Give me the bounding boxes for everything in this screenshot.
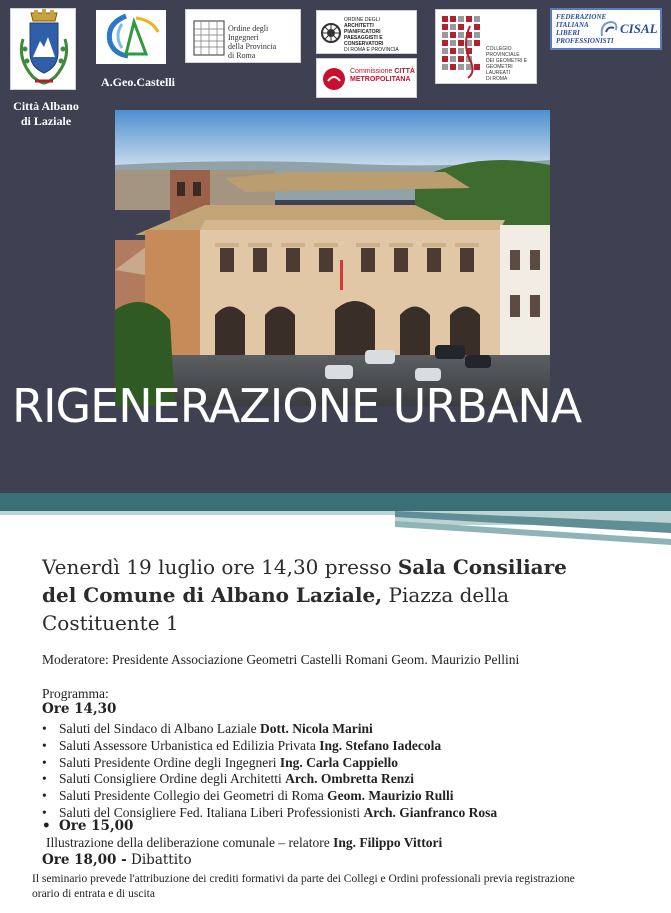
architetti-text-5: DI ROMA E PROVINCIA [344,47,399,53]
albano-caption-line1: Città Albano [13,99,79,113]
cisal-text-4: PROFESSIONISTI [556,37,614,45]
architetti-text-2: ARCHITETTI [344,23,374,29]
citta-metropolitana-logo [316,58,417,98]
bullet-icon: • [42,804,47,820]
bullet-icon: • [42,818,51,834]
ordine-architetti-logo [316,10,417,54]
architetti-text-3: PIANIFICATORI [344,29,381,35]
bullet-icon: • [42,788,47,804]
bullet-icon: • [42,737,47,753]
collegio-grid-icon [440,14,486,80]
cisal-text-3: LIBERI [556,29,580,37]
programma-label: Programma: [42,686,109,701]
program-item: • Saluti del Sindaco di Albano Laziale Dott. Nicola Marini [42,721,373,736]
ordine-ingegneri-logo [185,9,301,63]
bullet-icon: • [42,721,47,736]
event-details [0,515,671,913]
program-item: • Saluti Presidente Collegio dei Geometri di Roma Geom. Maurizio Rulli [42,788,454,804]
ore-1800-line [42,852,192,868]
program-item: • Saluti Presidente Ordine degli Ingegneri Ing. Carla Cappiello [42,754,398,770]
architetti-text-4: PAESAGGISTI E CONSERVATORI [344,35,384,47]
cisal-federazione-logo [550,8,662,50]
albano-caption-line2: di Laziale [20,114,72,128]
moderator-line: Moderatore: Presidente Associazione Geometri Castelli Romani Geom. Maurizio Pellini [42,652,520,667]
metropolitana-text-1: Commissione [350,68,393,75]
relatore-name: Ing. Filippo Vittori [333,835,443,850]
cisal-text-2: ITALIANA [556,21,589,29]
palazzo-photo-illustration [115,110,550,406]
collegio-geometri-logo [435,9,537,84]
albano-caption [2,99,90,129]
collegio-text-2: PROVINCIALE [486,52,520,58]
page-title: RIGENERAZIONE URBANA [12,379,582,433]
event-date-location: Venerdì 19 luglio ore 14,30 presso [42,555,398,579]
building-icon [190,15,230,59]
ingegneri-text-2: della Provincia [228,42,277,51]
collegio-text-4: GEOMETRI LAUREATI [486,64,513,76]
ingegneri-text-3: di Roma [228,51,256,60]
event-venue: Sala Consiliare del Comune di Albano Laziale, [42,555,567,607]
ore-1500-line [42,818,133,834]
program-list [42,721,642,822]
municipal-building-photo [115,110,550,406]
collegio-text-3: DEI GEOMETRI E [486,58,528,64]
coat-of-arms-icon [11,9,76,90]
deliberazione-line: Illustrazione della deliberazione comunale – relatore Ing. Filippo Vittori [46,835,443,850]
program-item: • Saluti Assessore Urbanistica ed Edilizia Privata Ing. Stefano Iadecola [42,737,442,753]
ageo-castelli-logo [96,10,166,64]
cisal-swirl-icon [598,18,620,40]
ore-1800: Ore 18,00 - [42,852,127,868]
albano-coat-of-arms-logo [10,8,76,90]
ageo-swoosh-icon [96,10,166,64]
teal-band [0,493,671,511]
note-line-2: orario di entrata e di uscita [32,888,155,900]
metropolitana-circle-icon [322,67,346,91]
ore-1430: Ore 14,30 [42,701,117,717]
event-lead [42,553,602,637]
cisal-text-1: FEDERAZIONE [556,13,607,21]
bullet-icon: • [42,754,47,770]
program-item: • Saluti Consigliere Ordine degli Architetti Arch. Ombretta Renzi [42,771,414,787]
architetti-text-1: ORDINE DEGLI [344,17,380,23]
architetti-emblem-icon [320,22,342,44]
collegio-text-1: COLLEGIO [486,46,512,52]
cisal-brand: CISAL [620,21,658,36]
ingegneri-text-1: Ordine degli Ingegneri [228,24,269,42]
note-line-1: Il seminario prevede l'attribuzione dei crediti formativi da parte dei Collegi e Ordini professionali previa registrazione [32,873,575,885]
ore-1500: Ore 15,00 [59,818,134,834]
bullet-icon: • [42,771,47,787]
event-address: Piazza della Costituente 1 [42,583,509,635]
credits-note [32,872,652,902]
dibattito: Dibattito [126,852,192,868]
metropolitana-text-2: CITTÀ [394,68,415,75]
metropolitana-text-3: METROPOLITANA [350,76,411,83]
collegio-text-5: DI ROMA [486,76,508,82]
program-item: • Saluti del Consigliere Fed. Italiana Liberi Professionisti Arch. Gianfranco Rosa [42,804,498,820]
ageo-caption: A.Geo.Castelli [101,75,175,89]
